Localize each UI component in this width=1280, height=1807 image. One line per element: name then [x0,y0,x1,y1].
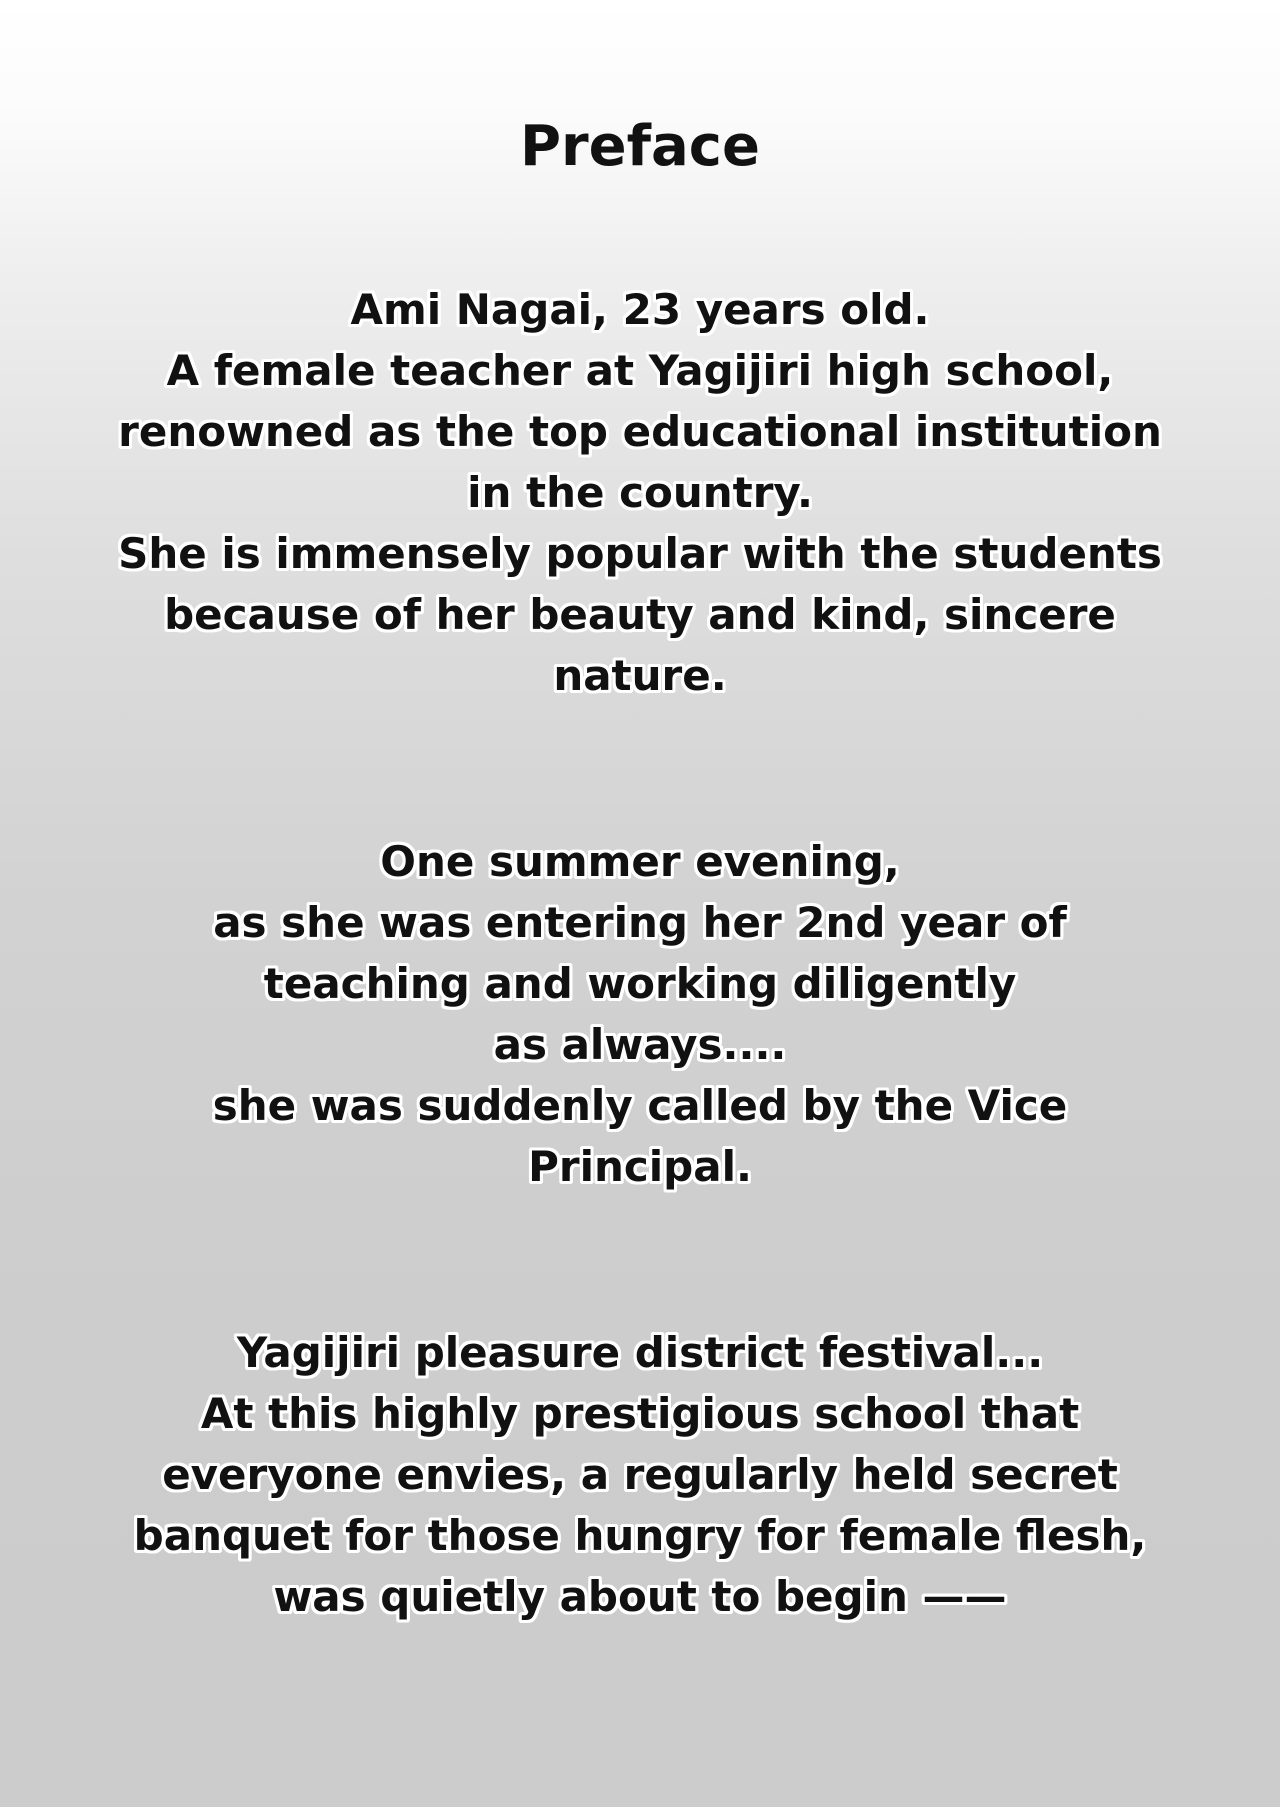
text-line: was quietly about to begin —— [273,1572,1007,1621]
paragraph-summer-evening [40,831,1240,1197]
text-line: Principal. [528,1142,752,1191]
text-line: nature. [553,651,727,700]
paragraph-festival [40,1322,1240,1627]
paragraph-introduction [40,279,1240,706]
text-line: teaching and working diligently [263,959,1017,1008]
text-line: in the country. [467,468,813,517]
text-line: everyone envies, a regularly held secret [162,1450,1118,1499]
text-line: renowned as the top educational institution [118,407,1162,456]
text-line: She is immensely popular with the students [118,529,1162,578]
text-line: because of her beauty and kind, sincere [164,590,1116,639]
text-line: as always.... [493,1020,787,1069]
text-line: One summer evening, [380,837,900,886]
text-line: banquet for those hungry for female flesh, [133,1511,1147,1560]
text-line: she was suddenly called by the Vice [212,1081,1068,1130]
page-title: Preface [520,114,760,179]
text-line: Ami Nagai, 23 years old. [350,285,930,334]
text-line: At this highly prestigious school that [200,1389,1080,1438]
text-line: as she was entering her 2nd year of [213,898,1067,947]
text-line: Yagijiri pleasure district festival... [236,1328,1044,1377]
text-line: A female teacher at Yagijiri high school, [166,346,1114,395]
